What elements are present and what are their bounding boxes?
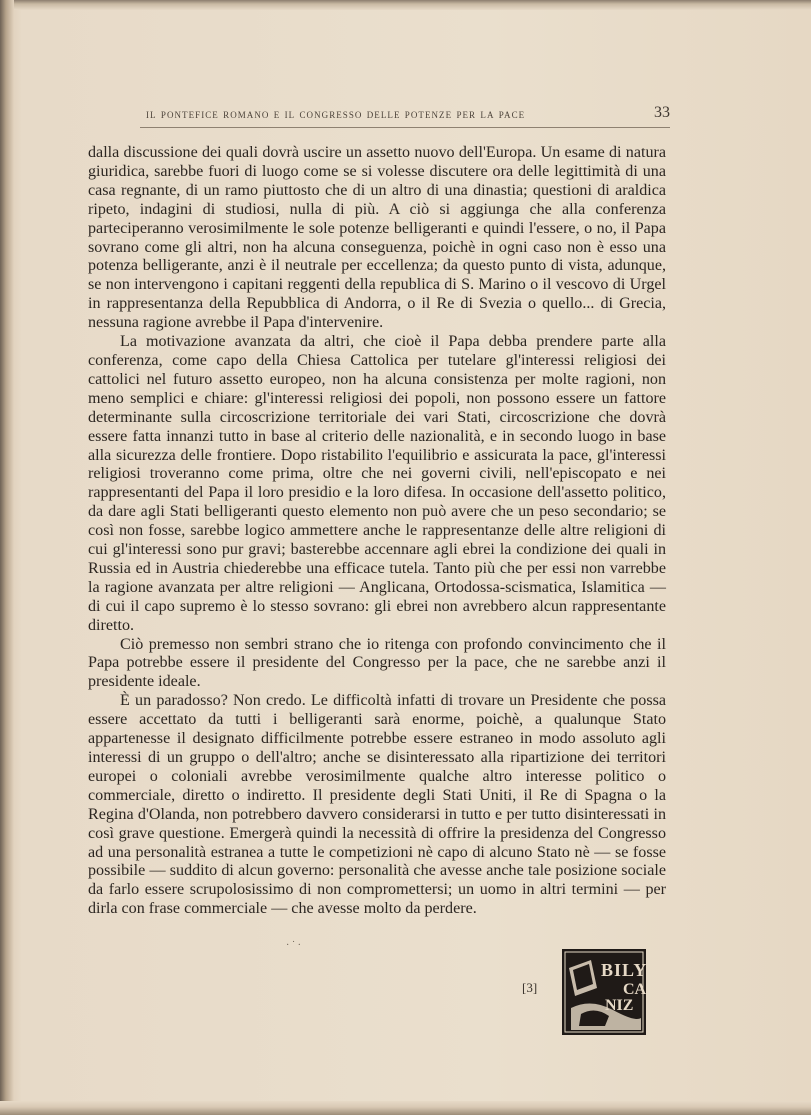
signature-mark: [3] — [522, 980, 538, 995]
body-text — [88, 144, 666, 919]
library-stamp-icon — [561, 948, 647, 1036]
paragraph-3: Ciò premesso non sembri strano che io ritenga con profondo convincimento che il Papa potrebbe essere il presidente del Congresso per la pace, che ne sarebbe anzi il presidente ideale. — [88, 635, 666, 691]
running-head — [140, 104, 670, 128]
header-rule — [140, 127, 670, 128]
paragraph-4: È un paradosso? Non credo. Le difficoltà infatti di trovare un Presidente che possa essere accettato da tutti i belligeranti sarà enorme, poichè, a qualunque Stato appartenesse il designato difficilmente potrebbe essere estraneo in modo assoluto agli interessi di un gruppo o dell'altro; anche se disinteressato alla ripartizione dei territori europei o coloniali avrebbe verosimilmente qualche altro interesse politico o commerciale, diretto o indiretto. Il presidente degli Stati Uniti, il Re di Spagna o la Regina d'Olanda, non potrebbero davvero considerarsi in tutto e per tutto disinteressati in così grave questione. Emergerà quindi la necessità di offrire la presidenza del Congresso ad una personalità estranea a tutte le competizioni nè capo di alcuno Stato nè — se fosse possibile — suddito di alcun governo: personalità che avesse anche tale posizione sociale da farlo essere scrupolosissimo di non compromettersi; un uomo in altri termini — per dirla con frase commerciale — che avesse molto da perdere. — [88, 692, 666, 918]
page-number: 33 — [654, 104, 670, 121]
paragraph-2: La motivazione avanzata da altri, che cioè il Papa debba prendere parte alla conferenza, come capo della Chiesa Cattolica per tutelare gl'interessi religiosi dei cattolici nel futuro assetto europeo, non ha alcuna consistenza per molte ragioni, non meno semplici e chiare: gl'interessi religiosi dei popoli, non possono essere un fattore determinante sulla circoscrizione territoriale dei vari Stati, circoscrizione che dovrà essere fatta innanzi tutto in base al criterio delle nazionalità, e in secondo luogo in base alla sicurezza delle frontiere. Dopo ristabilito l'equilibrio e assicurata la pace, gl'interessi religiosi troveranno come prima, oltre che nei governi civili, nell'episcopato e nei rappresentanti del Papa il loro presidio e la loro difesa. In occasione dell'assetto politico, da dare agli Stati belligeranti questo elemento non può avere che un peso secondario; se così non fosse, sarebbe logico ammettere anche le rappresentanze delle altre religioni di cui gl'interessi sono pur gravi; basterebbe accennare agli ebrei la condizione dei quali in Russia ed in Austria chiederebbe una efficace tutela. Tanto più che per essi non varrebbe la ragione avanzata per altre religioni — Anglicana, Ortodossa-scismatica, Islamitica — di cui il capo supremo è lo stesso sovrano: gli ebrei non avrebbero alcun rappresentante diretto. — [88, 333, 666, 634]
page-bottom-edge — [0, 1101, 811, 1115]
ink-speck: · ˙ · — [286, 940, 301, 951]
page-top-edge — [0, 0, 811, 10]
paragraph-1: dalla discussione dei quali dovrà uscire un assetto nuovo dell'Europa. Un esame di natura giuridica, sarebbe fuori di luogo come se si volesse discutere ora delle legittimità di una casa regnante, di un ramo piuttosto che di un altro di una dinastia; questioni di araldica ripeto, indagini di studiosi, nulla di più. A ciò si aggiunga che alla conferenza parteciperanno verosimilmente le sole potenze belligeranti e quindi l'essere, o no, il Papa sovrano come gli altri, non ha alcuna conseguenza, poichè in ogni caso non è esso una potenza belligerante, anzi è il neutrale per eccellenza; da questo punto di vista, adunque, se non intervengono i capitani reggenti della republica di S. Marino o il vescovo di Urgel in rappresentanza della Repubblica di Andorra, o il Re di Svezia o quello... di Grecia, nessuna ragione avrebbe il Papa d'intervenire. — [88, 144, 666, 332]
page-binding-edge — [0, 0, 14, 1115]
running-title: il pontefice romano e il congresso delle potenze per la pace — [146, 106, 526, 121]
svg-text:CA: CA — [623, 981, 647, 998]
svg-text:BILY: BILY — [601, 960, 647, 980]
svg-text:NIZ: NIZ — [605, 997, 634, 1014]
